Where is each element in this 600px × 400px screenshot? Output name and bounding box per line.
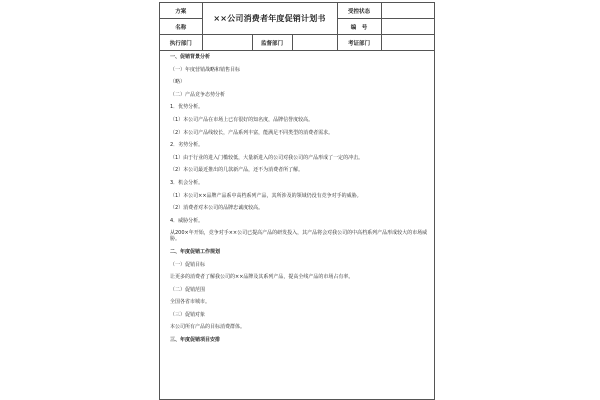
header-table: [160, 3, 434, 35]
body-line: （2）本公司产品线较长，产品系列丰富，能满足不同类型的消费者需求。: [170, 129, 334, 136]
body-line: 全国各省市城市。: [170, 299, 211, 306]
name-label: 名称: [160, 19, 202, 35]
body-line: （三）促销对象: [170, 311, 206, 318]
document-title: ××公司消费者年度促销计划书: [202, 3, 337, 35]
body-line: （1）本公司产品在市场上已有很好的知名度，品牌信誉度较高。: [170, 116, 314, 123]
status-label: 受控状态: [337, 3, 381, 19]
body-line: 让更多的消费者了解我公司的××品牌及其系列产品，提高全线产品的市场占有率。: [170, 274, 354, 281]
number-label: 编 号: [337, 19, 381, 35]
status-value: [381, 3, 434, 19]
body-line: 2．劣势分析。: [170, 142, 204, 149]
body-line: （一）年度营销战略和销售目标: [170, 66, 241, 73]
document-body: [160, 51, 434, 343]
plan-document: [159, 2, 435, 400]
review-dept-value: [381, 35, 434, 51]
body-line: （2）消费者对本公司的品牌忠诚度较高。: [170, 205, 264, 212]
review-dept-label: 考证部门: [337, 35, 381, 51]
body-line: 4．威胁分析。: [170, 217, 204, 224]
body-line: （二）促销范围: [170, 286, 206, 293]
body-paragraph: 从200×年开始，竞争对手××公司已提高产品的研发投入，其产品将会对我公司的中高档系列产品形成较大的市场威胁。: [170, 230, 428, 243]
body-line: 本公司所有产品的目标消费群体。: [170, 324, 246, 331]
number-value: [381, 19, 434, 35]
body-line: （2）本公司最近推出的几款新产品，还不为消费者所了解。: [170, 167, 304, 174]
exec-dept-value: [202, 35, 252, 51]
supervise-dept-label: 监督部门: [252, 35, 292, 51]
section-heading: 二、年度促销工作规划: [170, 248, 221, 255]
body-line: （一）促销目标: [170, 261, 206, 268]
body-line: （1）由于行业的进入门槛较低，大量新进入的公司对我公司的产品形成了一定的冲击。: [170, 154, 364, 161]
body-line: （二）产品竞争态势分析: [170, 91, 226, 98]
body-line: （略）: [170, 79, 186, 86]
body-line: 3．机会分析。: [170, 179, 204, 186]
supervise-dept-value: [292, 35, 337, 51]
dept-table: [160, 35, 434, 51]
body-line: （1）本公司××品牌产品系中高档系列产品，其所涉及的领域仍没有竞争对手的威胁。: [170, 192, 362, 199]
section-heading: 三、年度促销项目安排: [170, 337, 221, 344]
body-line: 1．优势分析。: [170, 104, 204, 111]
section-heading: 一、促销背景分析: [170, 54, 211, 60]
plan-label: 方案: [160, 3, 202, 19]
exec-dept-label: 执行部门: [160, 35, 202, 51]
